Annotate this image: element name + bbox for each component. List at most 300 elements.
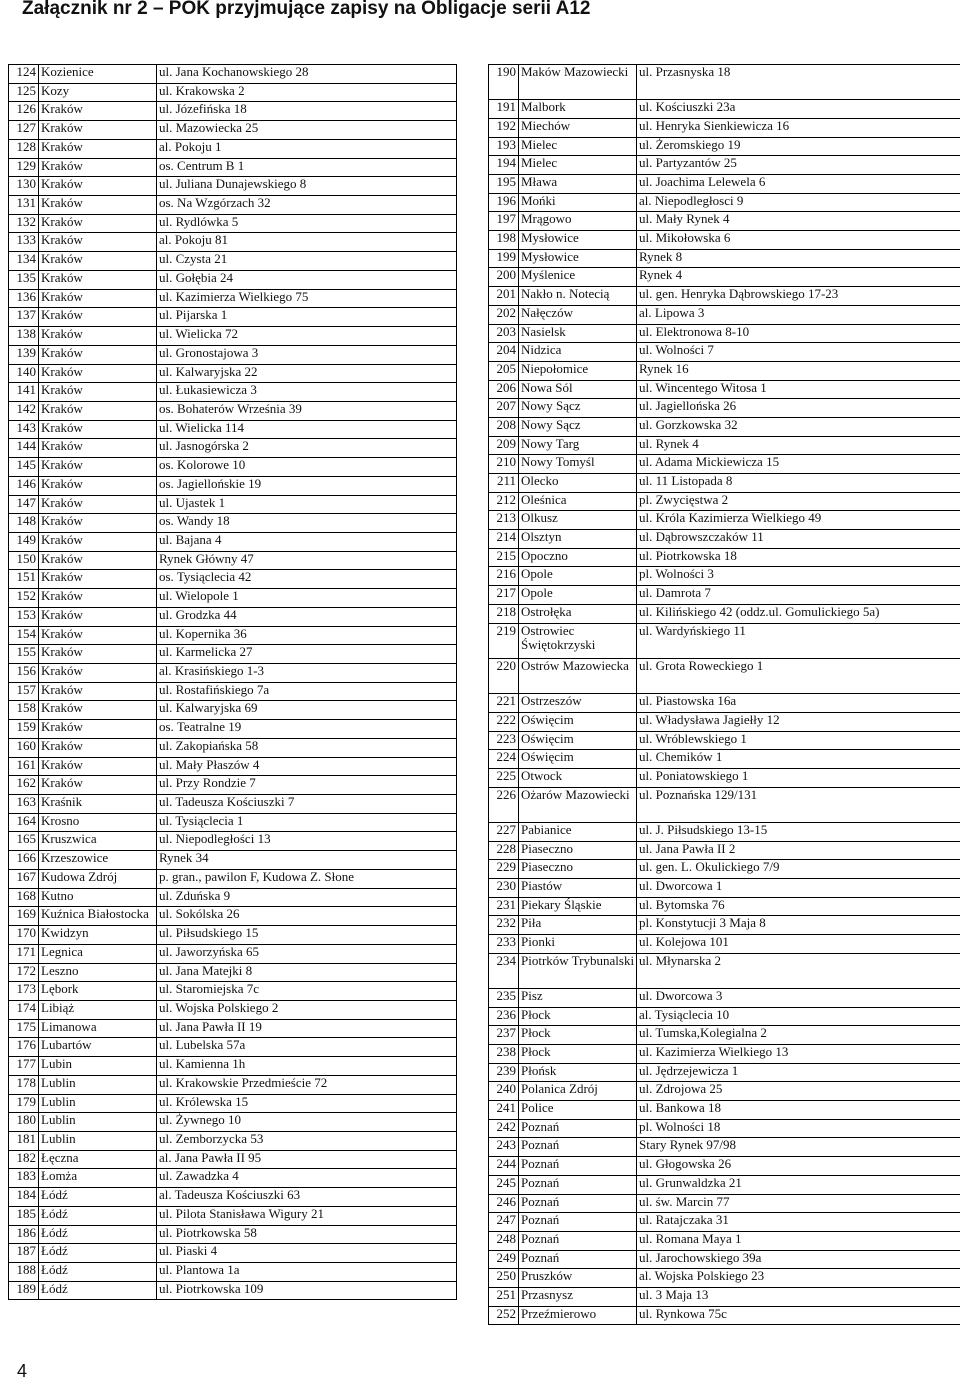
branch-city: Poznań bbox=[519, 1119, 637, 1138]
branch-number: 127 bbox=[9, 121, 39, 140]
branch-address: ul. Dworcowa 3 bbox=[637, 988, 960, 1007]
table-row bbox=[489, 1007, 960, 1026]
table-row bbox=[489, 436, 960, 455]
branch-address: ul. Kazimierza Wielkiego 75 bbox=[157, 289, 457, 308]
table-row bbox=[489, 1157, 960, 1176]
branch-number: 205 bbox=[489, 361, 519, 380]
branch-address: ul. 3 Maja 13 bbox=[637, 1287, 960, 1306]
table-row bbox=[489, 1026, 960, 1045]
branch-number: 226 bbox=[489, 787, 519, 822]
table-row bbox=[9, 252, 457, 271]
branch-city: Pabianice bbox=[519, 822, 637, 841]
branch-address: os. Centrum B 1 bbox=[157, 158, 457, 177]
table-row bbox=[9, 420, 457, 439]
branch-address: ul. Piotrkowska 58 bbox=[157, 1225, 457, 1244]
branch-number: 181 bbox=[9, 1131, 39, 1150]
branch-city: Lublin bbox=[39, 1131, 157, 1150]
branch-address: pl. Wolności 18 bbox=[637, 1119, 960, 1138]
branch-number: 193 bbox=[489, 137, 519, 156]
branch-address: ul. Józefińska 18 bbox=[157, 102, 457, 121]
branch-city: Kuźnica Białostocka bbox=[39, 907, 157, 926]
branch-number: 185 bbox=[9, 1206, 39, 1225]
branch-city: Ostrołęka bbox=[519, 604, 637, 623]
branch-number: 211 bbox=[489, 474, 519, 493]
branch-address: ul. Gołębia 24 bbox=[157, 270, 457, 289]
branch-address: ul. Grota Roweckiego 1 bbox=[637, 658, 960, 693]
branch-address: Rynek 4 bbox=[637, 268, 960, 287]
table-row bbox=[489, 1045, 960, 1064]
branch-address: os. Kolorowe 10 bbox=[157, 458, 457, 477]
table-row bbox=[489, 455, 960, 474]
branch-address: ul. Kalwaryjska 69 bbox=[157, 701, 457, 720]
table-row bbox=[489, 548, 960, 567]
branch-address: ul. Wróblewskiego 1 bbox=[637, 731, 960, 750]
branch-city: Kraków bbox=[39, 196, 157, 215]
table-row bbox=[9, 458, 457, 477]
branch-address: ul. Krakowska 2 bbox=[157, 83, 457, 102]
branch-city: Kraków bbox=[39, 383, 157, 402]
branch-number: 160 bbox=[9, 738, 39, 757]
table-row bbox=[489, 193, 960, 212]
table-row bbox=[9, 607, 457, 626]
branch-city: Kutno bbox=[39, 888, 157, 907]
branch-address: os. Wandy 18 bbox=[157, 514, 457, 533]
branch-address: os. Teatralne 19 bbox=[157, 720, 457, 739]
table-row bbox=[489, 1213, 960, 1232]
branch-number: 184 bbox=[9, 1188, 39, 1207]
table-row bbox=[489, 231, 960, 250]
document-title: Załącznik nr 2 – POK przyjmujące zapisy na Obligacje serii A12 bbox=[22, 0, 591, 19]
page-number: 4 bbox=[17, 1361, 28, 1381]
branch-city: Przasnysz bbox=[519, 1287, 637, 1306]
table-row bbox=[489, 324, 960, 343]
table-row bbox=[9, 158, 457, 177]
branch-city: Lublin bbox=[39, 1094, 157, 1113]
branch-address: ul. Kolejowa 101 bbox=[637, 935, 960, 954]
branch-number: 137 bbox=[9, 308, 39, 327]
table-row bbox=[9, 738, 457, 757]
branch-number: 136 bbox=[9, 289, 39, 308]
branch-number: 231 bbox=[489, 897, 519, 916]
table-row bbox=[489, 268, 960, 287]
branch-city: Lębork bbox=[39, 982, 157, 1001]
branch-number: 187 bbox=[9, 1244, 39, 1263]
table-row bbox=[489, 361, 960, 380]
branch-address: os. Jagiellońskie 19 bbox=[157, 476, 457, 495]
branch-number: 235 bbox=[489, 988, 519, 1007]
branch-number: 215 bbox=[489, 548, 519, 567]
table-row bbox=[489, 935, 960, 954]
branch-address: ul. Piotrkowska 109 bbox=[157, 1281, 457, 1300]
branch-number: 163 bbox=[9, 795, 39, 814]
table-row bbox=[489, 953, 960, 988]
branch-number: 138 bbox=[9, 327, 39, 346]
branch-address: ul. Bytomska 76 bbox=[637, 897, 960, 916]
branch-city: Mrągowo bbox=[519, 212, 637, 231]
table-row bbox=[489, 750, 960, 769]
branch-number: 212 bbox=[489, 492, 519, 511]
table-row bbox=[489, 731, 960, 750]
table-row bbox=[9, 982, 457, 1001]
branch-number: 195 bbox=[489, 175, 519, 194]
branch-address: os. Bohaterów Września 39 bbox=[157, 401, 457, 420]
branch-city: Piastów bbox=[519, 878, 637, 897]
branch-city: Nasielsk bbox=[519, 324, 637, 343]
branch-city: Kraków bbox=[39, 514, 157, 533]
branch-number: 130 bbox=[9, 177, 39, 196]
branch-address: ul. Sokólska 26 bbox=[157, 907, 457, 926]
branch-address: ul. Kościuszki 23a bbox=[637, 100, 960, 119]
branch-address: ul. Młynarska 2 bbox=[637, 953, 960, 988]
branch-city: Malbork bbox=[519, 100, 637, 119]
branch-address: ul. Elektronowa 8-10 bbox=[637, 324, 960, 343]
table-row bbox=[9, 944, 457, 963]
branch-number: 228 bbox=[489, 841, 519, 860]
branch-number: 129 bbox=[9, 158, 39, 177]
table-row bbox=[489, 492, 960, 511]
branch-address: ul. Mały Rynek 4 bbox=[637, 212, 960, 231]
branch-city: Olsztyn bbox=[519, 530, 637, 549]
table-row bbox=[489, 156, 960, 175]
branch-number: 246 bbox=[489, 1194, 519, 1213]
table-row bbox=[489, 530, 960, 549]
branch-city: Piotrków Trybunalski bbox=[519, 953, 637, 988]
branch-number: 141 bbox=[9, 383, 39, 402]
branch-number: 183 bbox=[9, 1169, 39, 1188]
branch-address: ul. Damrota 7 bbox=[637, 586, 960, 605]
branch-number: 179 bbox=[9, 1094, 39, 1113]
branch-city: Łódź bbox=[39, 1225, 157, 1244]
table-row bbox=[489, 1119, 960, 1138]
branch-city: Mielec bbox=[519, 156, 637, 175]
table-row bbox=[9, 963, 457, 982]
branch-city: Krzeszowice bbox=[39, 851, 157, 870]
branch-number: 241 bbox=[489, 1101, 519, 1120]
branch-city: Oleśnica bbox=[519, 492, 637, 511]
branch-address: ul. Dworcowa 1 bbox=[637, 878, 960, 897]
branch-address: al. Tadeusza Kościuszki 63 bbox=[157, 1188, 457, 1207]
branch-city: Pionki bbox=[519, 935, 637, 954]
branch-number: 204 bbox=[489, 343, 519, 362]
table-row bbox=[489, 841, 960, 860]
branch-address: ul. Bankowa 18 bbox=[637, 1101, 960, 1120]
branch-city: Kraków bbox=[39, 458, 157, 477]
branch-city: Kraków bbox=[39, 738, 157, 757]
table-row bbox=[489, 658, 960, 693]
branch-city: Mysłowice bbox=[519, 231, 637, 250]
branch-number: 223 bbox=[489, 731, 519, 750]
branch-address: ul. Henryka Sienkiewicza 16 bbox=[637, 118, 960, 137]
branch-number: 186 bbox=[9, 1225, 39, 1244]
branch-address: ul. Kazimierza Wielkiego 13 bbox=[637, 1045, 960, 1064]
branch-address: ul. Joachima Lelewela 6 bbox=[637, 175, 960, 194]
branch-number: 161 bbox=[9, 757, 39, 776]
table-row bbox=[9, 476, 457, 495]
branch-city: Kraśnik bbox=[39, 795, 157, 814]
branch-number: 189 bbox=[9, 1281, 39, 1300]
branch-number: 227 bbox=[489, 822, 519, 841]
branch-city: Opole bbox=[519, 567, 637, 586]
branch-address: os. Na Wzgórzach 32 bbox=[157, 196, 457, 215]
branch-address: al. Lipowa 3 bbox=[637, 305, 960, 324]
branch-address: ul. Jędrzejewicza 1 bbox=[637, 1063, 960, 1082]
table-row bbox=[9, 907, 457, 926]
branch-number: 139 bbox=[9, 345, 39, 364]
branch-city: Oświęcim bbox=[519, 731, 637, 750]
branch-address: ul. Bajana 4 bbox=[157, 532, 457, 551]
branch-city: Pruszków bbox=[519, 1269, 637, 1288]
branch-city: Lubartów bbox=[39, 1038, 157, 1057]
branch-city: Kruszwica bbox=[39, 832, 157, 851]
branch-city: Libiąż bbox=[39, 1000, 157, 1019]
branch-number: 248 bbox=[489, 1231, 519, 1250]
branch-city: Kraków bbox=[39, 102, 157, 121]
branch-number: 203 bbox=[489, 324, 519, 343]
branch-city: Kraków bbox=[39, 252, 157, 271]
branch-number: 166 bbox=[9, 851, 39, 870]
branch-city: Kraków bbox=[39, 645, 157, 664]
branch-address: ul. 11 Listopada 8 bbox=[637, 474, 960, 493]
branch-city: Lublin bbox=[39, 1075, 157, 1094]
branch-address: Rynek Główny 47 bbox=[157, 551, 457, 570]
branch-number: 199 bbox=[489, 249, 519, 268]
branch-address: ul. Głogowska 26 bbox=[637, 1157, 960, 1176]
table-row bbox=[9, 121, 457, 140]
branch-number: 225 bbox=[489, 768, 519, 787]
table-row bbox=[9, 532, 457, 551]
table-row bbox=[9, 1188, 457, 1207]
branch-city: Police bbox=[519, 1101, 637, 1120]
branch-city: Płock bbox=[519, 1045, 637, 1064]
branch-address: ul. Krakowskie Przedmieście 72 bbox=[157, 1075, 457, 1094]
table-row bbox=[489, 417, 960, 436]
branch-number: 133 bbox=[9, 233, 39, 252]
branch-city: Leszno bbox=[39, 963, 157, 982]
branch-number: 167 bbox=[9, 869, 39, 888]
branch-address: ul. Piotrkowska 18 bbox=[637, 548, 960, 567]
branch-address: ul. Kalwaryjska 22 bbox=[157, 364, 457, 383]
branch-number: 165 bbox=[9, 832, 39, 851]
branch-address: Rynek 16 bbox=[637, 361, 960, 380]
branch-number: 220 bbox=[489, 658, 519, 693]
branch-address: ul. Jaworzyńska 65 bbox=[157, 944, 457, 963]
branch-address: ul. Pilota Stanisława Wigury 21 bbox=[157, 1206, 457, 1225]
branch-address: ul. św. Marcin 77 bbox=[637, 1194, 960, 1213]
branch-number: 242 bbox=[489, 1119, 519, 1138]
table-row bbox=[9, 851, 457, 870]
branch-city: Kraków bbox=[39, 289, 157, 308]
table-row bbox=[9, 289, 457, 308]
branch-number: 178 bbox=[9, 1075, 39, 1094]
branch-number: 232 bbox=[489, 916, 519, 935]
branch-number: 148 bbox=[9, 514, 39, 533]
table-row bbox=[489, 1194, 960, 1213]
branch-city: Łódź bbox=[39, 1206, 157, 1225]
branch-address: ul. Żeromskiego 19 bbox=[637, 137, 960, 156]
branch-address: al. Pokoju 81 bbox=[157, 233, 457, 252]
table-row bbox=[9, 626, 457, 645]
branch-number: 131 bbox=[9, 196, 39, 215]
branch-address: ul. Zemborzycka 53 bbox=[157, 1131, 457, 1150]
branch-address: ul. Kilińskiego 42 (oddz.ul. Gomulickiego 5a) bbox=[637, 604, 960, 623]
table-row bbox=[489, 1250, 960, 1269]
branch-city: Nakło n. Notecią bbox=[519, 287, 637, 306]
branch-number: 218 bbox=[489, 604, 519, 623]
table-row bbox=[9, 1206, 457, 1225]
branch-address: pl. Zwycięstwa 2 bbox=[637, 492, 960, 511]
branch-city: Poznań bbox=[519, 1175, 637, 1194]
branch-city: Kraków bbox=[39, 345, 157, 364]
branch-address: ul. Czysta 21 bbox=[157, 252, 457, 271]
table-row bbox=[489, 916, 960, 935]
branch-city: Poznań bbox=[519, 1194, 637, 1213]
branch-number: 144 bbox=[9, 439, 39, 458]
branch-address: ul. gen. L. Okulickiego 7/9 bbox=[637, 860, 960, 879]
branch-number: 147 bbox=[9, 495, 39, 514]
branch-address: ul. Jarochowskiego 39a bbox=[637, 1250, 960, 1269]
branch-address: ul. Jagiellońska 26 bbox=[637, 399, 960, 418]
branch-number: 174 bbox=[9, 1000, 39, 1019]
branch-city: Nowy Sącz bbox=[519, 399, 637, 418]
branch-address: ul. Wincentego Witosa 1 bbox=[637, 380, 960, 399]
branch-number: 202 bbox=[489, 305, 519, 324]
table-row bbox=[9, 495, 457, 514]
table-row bbox=[489, 65, 960, 100]
branch-number: 162 bbox=[9, 776, 39, 795]
branch-number: 208 bbox=[489, 417, 519, 436]
branch-address: ul. Niepodległości 13 bbox=[157, 832, 457, 851]
branch-city: Kraków bbox=[39, 757, 157, 776]
branch-city: Poznań bbox=[519, 1157, 637, 1176]
branch-address: ul. Przy Rondzie 7 bbox=[157, 776, 457, 795]
branch-city: Lubin bbox=[39, 1057, 157, 1076]
branch-number: 221 bbox=[489, 694, 519, 713]
branch-city: Pisz bbox=[519, 988, 637, 1007]
branch-number: 177 bbox=[9, 1057, 39, 1076]
branch-city: Olecko bbox=[519, 474, 637, 493]
branch-address: ul. Piłsudskiego 15 bbox=[157, 926, 457, 945]
table-row bbox=[489, 305, 960, 324]
branch-city: Mońki bbox=[519, 193, 637, 212]
branch-number: 149 bbox=[9, 532, 39, 551]
branch-address: al. Pokoju 1 bbox=[157, 139, 457, 158]
branch-address: ul. Dąbrowszczaków 11 bbox=[637, 530, 960, 549]
branch-address: ul. Przasnyska 18 bbox=[637, 65, 960, 100]
branch-address: ul. Juliana Dunajewskiego 8 bbox=[157, 177, 457, 196]
branch-number: 128 bbox=[9, 139, 39, 158]
branch-address: ul. Karmelicka 27 bbox=[157, 645, 457, 664]
table-row bbox=[9, 1038, 457, 1057]
table-row bbox=[9, 551, 457, 570]
branch-city: Mielec bbox=[519, 137, 637, 156]
branch-address: ul. Zduńska 9 bbox=[157, 888, 457, 907]
branch-number: 126 bbox=[9, 102, 39, 121]
table-row bbox=[489, 343, 960, 362]
branch-city: Kraków bbox=[39, 626, 157, 645]
branch-number: 219 bbox=[489, 623, 519, 658]
table-row bbox=[9, 869, 457, 888]
branch-number: 194 bbox=[489, 156, 519, 175]
table-row bbox=[9, 1113, 457, 1132]
branch-number: 213 bbox=[489, 511, 519, 530]
table-row bbox=[9, 1057, 457, 1076]
table-row bbox=[9, 1225, 457, 1244]
branch-number: 245 bbox=[489, 1175, 519, 1194]
branch-number: 175 bbox=[9, 1019, 39, 1038]
branch-number: 188 bbox=[9, 1263, 39, 1282]
table-row bbox=[9, 65, 457, 84]
table-row bbox=[9, 1075, 457, 1094]
branch-number: 247 bbox=[489, 1213, 519, 1232]
table-row bbox=[489, 212, 960, 231]
branch-number: 237 bbox=[489, 1026, 519, 1045]
branch-number: 191 bbox=[489, 100, 519, 119]
branch-address: al. Niepodległosci 9 bbox=[637, 193, 960, 212]
branch-number: 180 bbox=[9, 1113, 39, 1132]
branch-city: Kraków bbox=[39, 139, 157, 158]
branch-city: Kraków bbox=[39, 570, 157, 589]
table-row bbox=[489, 604, 960, 623]
branch-city: Kraków bbox=[39, 420, 157, 439]
branch-city: Łomża bbox=[39, 1169, 157, 1188]
table-row bbox=[489, 988, 960, 1007]
table-row bbox=[9, 757, 457, 776]
branch-address: ul. Rynkowa 75c bbox=[637, 1306, 960, 1325]
branch-number: 222 bbox=[489, 712, 519, 731]
branch-city: Kraków bbox=[39, 664, 157, 683]
branch-address: ul. Króla Kazimierza Wielkiego 49 bbox=[637, 511, 960, 530]
table-row bbox=[9, 102, 457, 121]
branch-address: ul. Piastowska 16a bbox=[637, 694, 960, 713]
branch-city: Kraków bbox=[39, 158, 157, 177]
table-row bbox=[9, 1169, 457, 1188]
table-row bbox=[9, 177, 457, 196]
table-row bbox=[489, 100, 960, 119]
table-row bbox=[489, 399, 960, 418]
table-row bbox=[9, 401, 457, 420]
branch-city: Kraków bbox=[39, 327, 157, 346]
branch-city: Kraków bbox=[39, 682, 157, 701]
branch-city: Kraków bbox=[39, 364, 157, 383]
table-row bbox=[9, 1244, 457, 1263]
branch-city: Mława bbox=[519, 175, 637, 194]
branch-table-right bbox=[488, 64, 960, 1325]
branch-address: ul. Zdrojowa 25 bbox=[637, 1082, 960, 1101]
branch-number: 243 bbox=[489, 1138, 519, 1157]
table-row bbox=[9, 139, 457, 158]
branch-city: Kraków bbox=[39, 214, 157, 233]
branch-address: ul. Wielicka 114 bbox=[157, 420, 457, 439]
branch-address: ul. J. Piłsudskiego 13-15 bbox=[637, 822, 960, 841]
table-row bbox=[489, 1138, 960, 1157]
branch-address: ul. Jana Matejki 8 bbox=[157, 963, 457, 982]
branch-city: Kraków bbox=[39, 439, 157, 458]
branch-address: al. Wojska Polskiego 23 bbox=[637, 1269, 960, 1288]
branch-number: 150 bbox=[9, 551, 39, 570]
branch-number: 210 bbox=[489, 455, 519, 474]
branch-number: 251 bbox=[489, 1287, 519, 1306]
branch-address: ul. gen. Henryka Dąbrowskiego 17-23 bbox=[637, 287, 960, 306]
table-row bbox=[9, 1094, 457, 1113]
branch-number: 159 bbox=[9, 720, 39, 739]
branch-number: 172 bbox=[9, 963, 39, 982]
branch-address: ul. Jana Pawła II 2 bbox=[637, 841, 960, 860]
branch-address: ul. Piaski 4 bbox=[157, 1244, 457, 1263]
table-row bbox=[489, 474, 960, 493]
branch-address: pl. Wolności 3 bbox=[637, 567, 960, 586]
branch-city: Kraków bbox=[39, 270, 157, 289]
branch-address: ul. Gronostajowa 3 bbox=[157, 345, 457, 364]
